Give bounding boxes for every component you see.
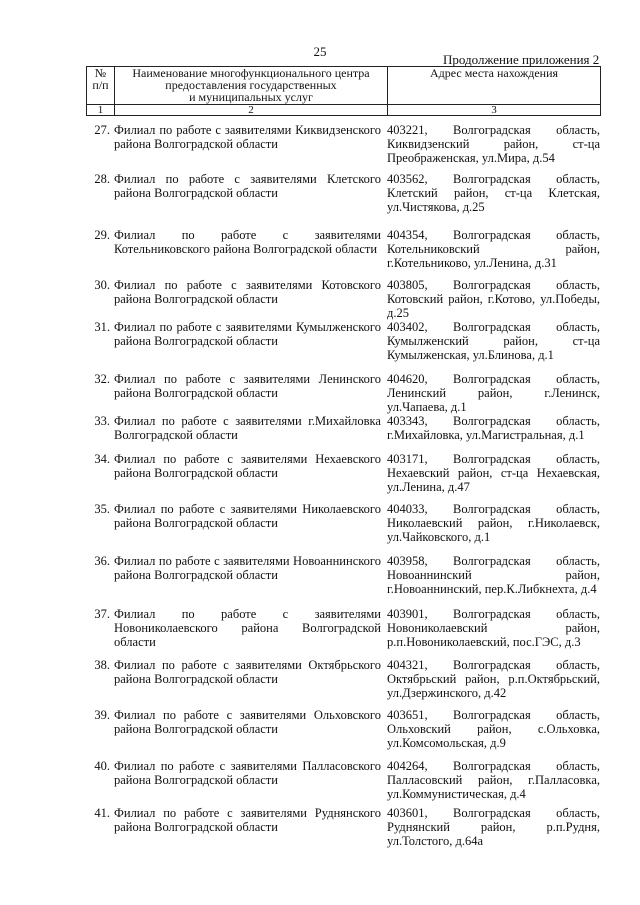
- row-address: 403562, Волгоградская область, Клетский район, ст-ца Клетская, ул.Чистякова, д.25: [387, 172, 600, 214]
- row-number: 32.: [94, 372, 110, 386]
- table-body: [86, 123, 600, 854]
- column-number-3: 3: [388, 105, 601, 116]
- row-name: Филиал по работе с заявителями Новоаннинского района Волгоградской области: [114, 554, 381, 582]
- table-row: [86, 452, 600, 502]
- row-address: 403651, Волгоградская область, Ольховский район, с.Ольховка, ул.Комсомольская, д.9: [387, 708, 600, 750]
- row-number: 40.: [94, 759, 110, 773]
- row-number: 35.: [94, 502, 110, 516]
- header-num-line2: п/п: [92, 78, 109, 92]
- table-row: [86, 607, 600, 658]
- table-row: [86, 372, 600, 414]
- row-name: Филиал по работе с заявителями Котовского района Волгоградской области: [114, 278, 381, 306]
- row-number: 28.: [94, 172, 110, 186]
- table-row: [86, 806, 600, 854]
- row-address: 403958, Волгоградская область, Новоаннинский район, г.Новоаннинский, пер.К.Либкнехта, д.4: [387, 554, 600, 596]
- header-name-line2: предоставления государственных: [165, 78, 337, 92]
- table-row: [86, 320, 600, 372]
- header-address: Адрес места нахождения: [388, 67, 601, 105]
- row-number: 36.: [94, 554, 110, 568]
- table-row: [86, 414, 600, 452]
- row-number: 37.: [94, 607, 110, 621]
- table-row: [86, 228, 600, 278]
- row-name: Филиал по работе с заявителями Котельниковского района Волгоградской области: [114, 228, 381, 256]
- row-number: 38.: [94, 658, 110, 672]
- row-address: 404033, Волгоградская область, Николаевский район, г.Николаевск, ул.Чайковского, д.1: [387, 502, 600, 544]
- row-address: 404321, Волгоградская область, Октябрьский район, р.п.Октябрьский, ул.Дзержинского, д.42: [387, 658, 600, 700]
- table-row: [86, 708, 600, 759]
- row-address: 404354, Волгоградская область, Котельниковский район, г.Котельниково, ул.Ленина, д.31: [387, 228, 600, 270]
- header-num: [87, 67, 115, 105]
- row-name: Филиал по работе с заявителями Палласовского района Волгоградской области: [114, 759, 381, 787]
- row-number: 34.: [94, 452, 110, 466]
- header-name-line3: и муниципальных услуг: [189, 90, 313, 104]
- row-name: Филиал по работе с заявителями Новониколаевского района Волгоградской области: [114, 607, 381, 649]
- row-name: Филиал по работе с заявителями Нехаевского района Волгоградской области: [114, 452, 381, 480]
- row-number: 41.: [94, 806, 110, 820]
- header-num-line1: №: [94, 66, 107, 80]
- row-address: 403343, Волгоградская область, г.Михайловка, ул.Магистральная, д.1: [387, 414, 600, 442]
- header-name-line1: Наименование многофункционального центра: [132, 66, 370, 80]
- table-row: [86, 502, 600, 554]
- row-address: 403221, Волгоградская область, Киквидзенский район, ст-ца Преображенская, ул.Мира, д.54: [387, 123, 600, 165]
- row-number: 33.: [94, 414, 110, 428]
- row-name: Филиал по работе с заявителями Руднянского района Волгоградской области: [114, 806, 381, 834]
- row-number: 27.: [94, 123, 110, 137]
- page-number: 25: [313, 44, 327, 59]
- table-row: [86, 554, 600, 607]
- row-number: 39.: [94, 708, 110, 722]
- table-row: [86, 123, 600, 172]
- column-number-1: 1: [87, 105, 115, 116]
- row-name: Филиал по работе с заявителями Ольховского района Волгоградской области: [114, 708, 381, 736]
- row-name: Филиал по работе с заявителями Киквидзенского района Волгоградской области: [114, 123, 381, 151]
- row-address: 403901, Волгоградская область, Новониколаевский район, р.п.Новониколаевский, пос.ГЭС, д.3: [387, 607, 600, 649]
- row-address: 403171, Волгоградская область, Нехаевский район, ст-ца Нехаевская, ул.Ленина, д.47: [387, 452, 600, 494]
- row-address: 403805, Волгоградская область, Котовский район, г.Котово, ул.Победы, д.25: [387, 278, 600, 320]
- table-header: [86, 66, 601, 116]
- row-address: 403402, Волгоградская область, Кумылженский район, ст-ца Кумылженская, ул.Блинова, д.1: [387, 320, 600, 362]
- row-name: Филиал по работе с заявителями г.Михайловка Волгоградской области: [114, 414, 381, 442]
- row-name: Филиал по работе с заявителями Николаевского района Волгоградской области: [114, 502, 381, 530]
- row-number: 29.: [94, 228, 110, 242]
- table-row: [86, 759, 600, 806]
- table-row: [86, 278, 600, 320]
- continuation-note: Продолжение приложения 2: [443, 52, 600, 67]
- row-number: 30.: [94, 278, 110, 292]
- column-number-2: 2: [115, 105, 388, 116]
- header-name: [115, 67, 388, 105]
- table-row: [86, 658, 600, 708]
- row-name: Филиал по работе с заявителями Кумылженского района Волгоградской области: [114, 320, 381, 348]
- table-row: [86, 172, 600, 228]
- row-name: Филиал по работе с заявителями Ленинского района Волгоградской области: [114, 372, 381, 400]
- row-name: Филиал по работе с заявителями Клетского района Волгоградской области: [114, 172, 381, 200]
- row-address: 403601, Волгоградская область, Руднянский район, р.п.Рудня, ул.Толстого, д.64а: [387, 806, 600, 848]
- row-address: 404264, Волгоградская область, Палласовский район, г.Палласовка, ул.Коммунистическая, д.4: [387, 759, 600, 801]
- row-number: 31.: [94, 320, 110, 334]
- row-address: 404620, Волгоградская область, Ленинский район, г.Ленинск, ул.Чапаева, д.1: [387, 372, 600, 414]
- row-name: Филиал по работе с заявителями Октябрьского района Волгоградской области: [114, 658, 381, 686]
